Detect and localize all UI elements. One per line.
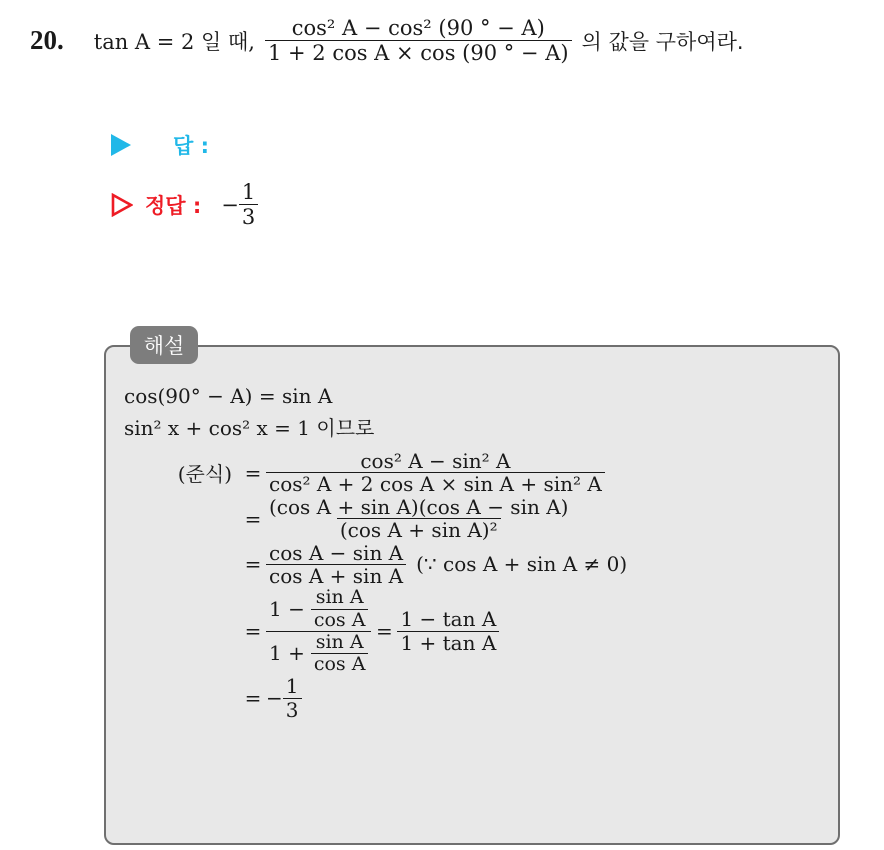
solution-tab: 해설	[130, 326, 198, 364]
solution-step-1-equals: =	[244, 460, 262, 485]
solution-step-4-top-fraction	[311, 587, 369, 631]
outline-triangle-icon	[111, 193, 133, 217]
solution-step-5-numerator: 1	[285, 674, 299, 699]
solution-step-4-complex-fraction	[266, 587, 371, 675]
correct-answer-value	[221, 180, 258, 229]
solution-step-3-note: (∵ cos A + sin A ≠ 0)	[416, 552, 628, 577]
question-denominator: 1 + 2 cos A × cos (90 ° − A)	[265, 40, 572, 65]
solution-step-5-sign: −	[266, 686, 283, 711]
answer-row	[111, 130, 209, 160]
solution-step-1-denominator: cos² A + 2 cos A × sin A + sin² A	[266, 472, 605, 495]
solution-content	[124, 380, 834, 721]
question-fraction	[265, 16, 572, 65]
solution-step-4-bottom-one: 1 +	[269, 641, 305, 666]
solution-step-4-bottom-denominator: cos A	[311, 653, 369, 675]
solution-step-2-fraction	[266, 496, 571, 542]
solution-step-4-bottom-numerator: sin A	[315, 630, 364, 653]
solution-step-3-numerator: cos A − sin A	[269, 540, 404, 565]
solution-step-2-numerator: (cos A + sin A)(cos A − sin A)	[269, 494, 569, 519]
solution-step-4-equals: =	[244, 619, 262, 644]
solution-step-3-equals: =	[244, 552, 262, 577]
solution-step-4-denominator: 1 + tan A	[397, 631, 499, 654]
solution-step-5-equals: =	[244, 686, 262, 711]
solution-step-5-denominator: 3	[283, 698, 302, 721]
question-tail: 의 값을 구하여라.	[581, 29, 744, 54]
solution-step-1-numerator: cos² A − sin² A	[360, 449, 511, 473]
solution-step-1	[124, 450, 834, 496]
solution-step-4-top-numerator: sin A	[315, 586, 364, 609]
correct-answer-row	[111, 180, 258, 229]
solution-step-3-denominator: cos A + sin A	[266, 564, 406, 587]
solution-step-3-fraction	[266, 542, 406, 588]
solution-step-1-lhs: (준식)	[177, 462, 232, 487]
solution-line-2: sin² x + cos² x = 1 이므로	[124, 416, 375, 440]
solution-step-1-fraction	[266, 450, 605, 496]
answer-label: 답 :	[173, 134, 209, 158]
solution-step-3	[124, 542, 834, 588]
solution-step-4-equals-2: =	[376, 619, 393, 644]
question-numerator: cos² A − cos² (90 ° − A)	[291, 16, 545, 40]
question	[30, 16, 744, 65]
solution-step-5	[124, 675, 834, 721]
correct-answer-denominator: 3	[239, 204, 258, 229]
solution-step-4-numerator: 1 − tan A	[400, 607, 497, 632]
solution-step-4	[124, 587, 834, 675]
solution-step-4-bottom-fraction	[311, 632, 369, 676]
question-number: 20.	[30, 25, 64, 56]
solution-step-4-fraction	[397, 608, 499, 654]
filled-triangle-icon	[111, 134, 131, 156]
solution-line-1: cos(90° − A) = sin A	[124, 384, 333, 408]
correct-answer-fraction	[239, 180, 258, 229]
solution-step-4-top-one: 1 −	[269, 596, 305, 621]
correct-answer-numerator: 1	[241, 180, 256, 204]
solution-step-2-denominator: (cos A + sin A)²	[337, 518, 501, 541]
correct-answer-label: 정답 :	[145, 193, 202, 218]
correct-answer-sign: −	[221, 192, 239, 217]
question-lead: tan A = 2 일 때,	[93, 29, 255, 54]
solution-step-2-equals: =	[244, 506, 262, 531]
solution-step-5-fraction	[283, 675, 302, 721]
solution-step-2	[124, 496, 834, 542]
solution-step-4-top-denominator: cos A	[311, 609, 369, 631]
